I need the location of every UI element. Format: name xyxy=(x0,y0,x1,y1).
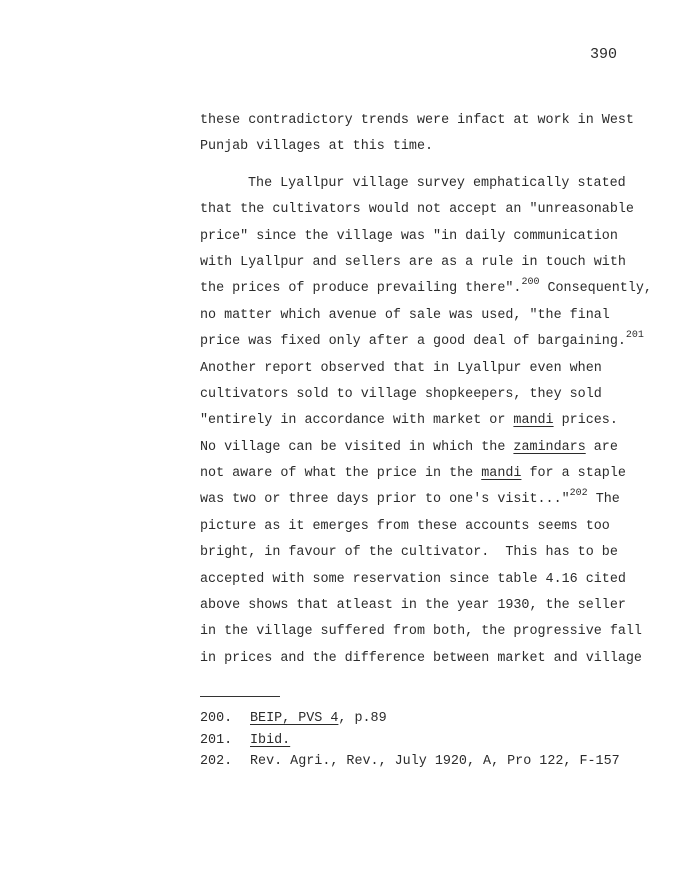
text-run: prices. xyxy=(553,413,618,429)
text-run: , p.89 xyxy=(338,711,387,726)
text-line xyxy=(200,540,680,566)
text-line xyxy=(200,435,680,461)
text-run: "entirely in accordance with market or xyxy=(200,413,514,429)
text-run: in prices and the difference between market and village xyxy=(200,650,642,666)
text-line xyxy=(200,593,680,619)
text-run: Another report observed that in Lyallpur even when xyxy=(200,360,602,376)
underlined-text: BEIP, PVS 4 xyxy=(250,711,339,726)
footnote-number: 201. xyxy=(200,732,233,748)
body-text xyxy=(200,108,680,672)
text-run: No village can be visited in which the xyxy=(200,439,514,455)
text-run: are xyxy=(585,439,618,455)
text-line xyxy=(200,408,680,434)
text-line xyxy=(200,487,680,513)
text-line xyxy=(200,276,680,302)
footnote xyxy=(200,751,620,773)
text-run: picture as it emerges from these accounts seems too xyxy=(200,518,610,534)
text-line xyxy=(200,171,680,197)
text-run: price" since the village was "in daily communication xyxy=(200,228,618,244)
footnote-text xyxy=(250,711,387,726)
text-run: no matter which avenue of sale was used, "the final xyxy=(200,307,610,323)
footnote-ref: 201 xyxy=(625,330,644,342)
text-line xyxy=(200,329,680,355)
underlined-text: mandi xyxy=(513,413,554,429)
text-run: not aware of what the price in the xyxy=(200,466,482,482)
text-line xyxy=(200,646,680,672)
footnote-number: 202. xyxy=(200,754,233,769)
footnote-rule xyxy=(200,696,280,697)
page-number: 390 xyxy=(590,46,618,63)
text-run: for a staple xyxy=(521,466,626,482)
text-run: cultivators sold to village shopkeepers, they sold xyxy=(200,386,602,402)
footnote-ref: 200 xyxy=(521,277,540,289)
footnote-ref: 202 xyxy=(569,488,588,500)
text-line xyxy=(200,197,680,223)
underlined-text: Ibid. xyxy=(250,732,291,748)
text-run: the prices of produce prevailing there". xyxy=(200,281,522,297)
text-line xyxy=(200,567,680,593)
underlined-text: mandi xyxy=(481,466,522,482)
text-run: with Lyallpur and sellers are as a rule in touch with xyxy=(200,254,626,270)
footnote-text xyxy=(250,733,290,748)
text-line xyxy=(200,382,680,408)
text-line xyxy=(200,303,680,329)
text-run: these contradictory trends were infact at work in West xyxy=(200,113,634,128)
text-run: was two or three days prior to one's visit..." xyxy=(200,492,570,508)
text-run: in the village suffered from both, the progressive fall xyxy=(200,624,642,640)
text-run: price was fixed only after a good deal of bargaining. xyxy=(200,334,626,350)
footnote xyxy=(200,708,620,730)
paragraph xyxy=(200,171,680,672)
text-line xyxy=(200,356,680,382)
footnote-number: 200. xyxy=(200,711,233,726)
paragraph-gap xyxy=(200,161,680,171)
text-run: accepted with some reservation since table 4.16 cited xyxy=(200,571,626,587)
text-run: Rev. Agri., Rev., July 1920, A, Pro 122, F-157 xyxy=(250,754,620,769)
text-run: that the cultivators would not accept an "unreasonable xyxy=(200,202,634,218)
text-line xyxy=(200,514,680,540)
paragraph xyxy=(200,108,680,161)
text-run: bright, in favour of the cultivator. This has to be xyxy=(200,545,618,561)
text-line xyxy=(200,108,680,134)
text-line xyxy=(200,134,680,160)
underlined-text: zamindars xyxy=(513,439,586,455)
text-line xyxy=(200,250,680,276)
footnote-text xyxy=(250,754,620,769)
text-line xyxy=(200,619,680,645)
text-run: Punjab villages at this time. xyxy=(200,139,434,155)
text-line xyxy=(200,461,680,487)
text-run: Consequently, xyxy=(539,281,652,297)
footnote xyxy=(200,730,620,752)
text-run: above shows that atleast in the year 1930, the seller xyxy=(200,598,626,614)
text-run: The xyxy=(587,492,620,508)
footnotes xyxy=(200,708,620,773)
text-run: The Lyallpur village survey emphatically stated xyxy=(248,175,626,191)
text-line xyxy=(200,224,680,250)
